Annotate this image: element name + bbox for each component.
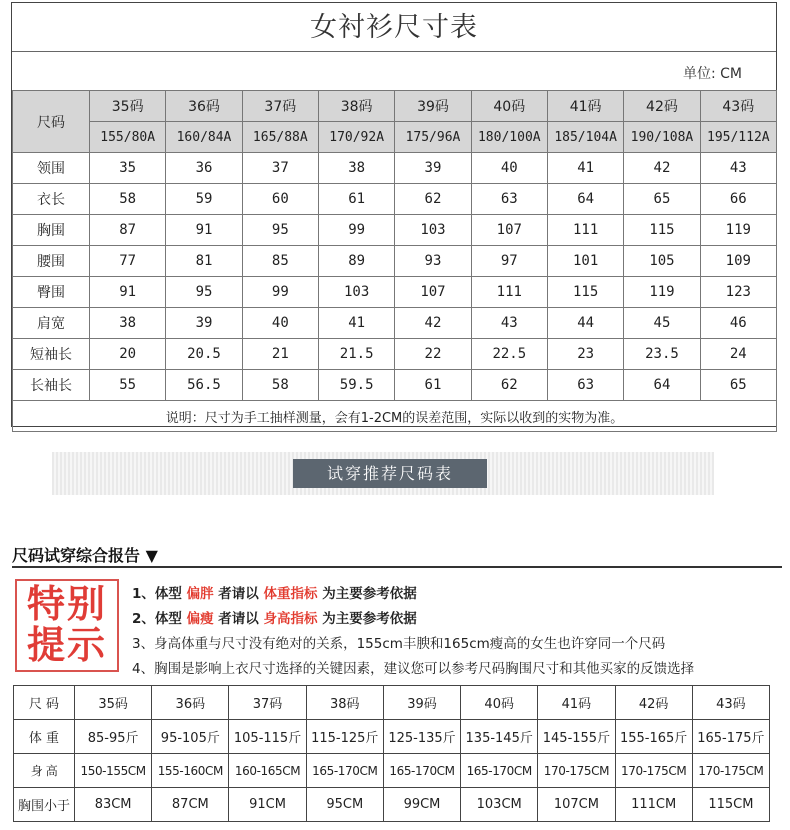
size-header: 42码	[624, 91, 700, 122]
fit-row	[14, 788, 770, 822]
fit-cell: 83CM	[75, 788, 152, 822]
table-cell: 91	[166, 215, 242, 246]
fit-cell: 36码	[152, 686, 229, 720]
table-row	[13, 370, 777, 401]
table-cell: 23	[547, 339, 623, 370]
table-cell: 43	[471, 308, 547, 339]
table-cell: 39	[395, 153, 471, 184]
table-cell: 95	[242, 215, 318, 246]
table-cell: 38	[318, 153, 394, 184]
table-cell: 44	[547, 308, 623, 339]
notice-line-1: 特别	[26, 582, 107, 626]
fit-cell: 115-125斤	[306, 720, 383, 754]
fit-cell: 43码	[692, 686, 769, 720]
row-label: 衣长	[13, 184, 90, 215]
tip-4: 4、胸围是影响上衣尺寸选择的关键因素，建议您可以参考尺码胸围尺寸和其他买家的反馈选择	[132, 661, 695, 677]
table-cell: 35	[90, 153, 166, 184]
table-cell: 123	[700, 277, 776, 308]
table-cell: 45	[624, 308, 700, 339]
table-cell: 22	[395, 339, 471, 370]
table-row	[13, 184, 777, 215]
table-cell: 43	[700, 153, 776, 184]
fit-row-label: 胸围小于	[14, 788, 75, 822]
corner-label: 尺码	[13, 91, 90, 153]
fit-row-label: 体 重	[14, 720, 75, 754]
chart-note: 说明：尺寸为手工抽样测量，会有1-2CM的误差范围，实际以收到的实物为准。	[13, 401, 777, 432]
spec-header: 155/80A	[90, 122, 166, 153]
spec-header: 190/108A	[624, 122, 700, 153]
spec-header: 165/88A	[242, 122, 318, 153]
table-cell: 119	[624, 277, 700, 308]
row-label: 肩宽	[13, 308, 90, 339]
banner-label: 试穿推荐尺码表	[293, 459, 487, 488]
size-header: 37码	[242, 91, 318, 122]
table-cell: 41	[318, 308, 394, 339]
table-cell: 97	[471, 246, 547, 277]
fit-cell: 135-145斤	[461, 720, 538, 754]
report-divider	[12, 566, 782, 568]
table-cell: 63	[471, 184, 547, 215]
fit-cell: 170-175CM	[692, 754, 769, 788]
fit-cell: 125-135斤	[383, 720, 460, 754]
fit-cell: 37码	[229, 686, 306, 720]
table-cell: 42	[395, 308, 471, 339]
fit-cell: 91CM	[229, 788, 306, 822]
table-cell: 91	[90, 277, 166, 308]
fit-cell: 150-155CM	[75, 754, 152, 788]
table-cell: 36	[166, 153, 242, 184]
fit-cell: 107CM	[538, 788, 615, 822]
report-title: 尺码试穿综合报告 ▼	[12, 546, 158, 565]
table-cell: 58	[90, 184, 166, 215]
table-cell: 56.5	[166, 370, 242, 401]
table-cell: 62	[395, 184, 471, 215]
table-cell: 40	[471, 153, 547, 184]
fit-row	[14, 720, 770, 754]
table-cell: 119	[700, 215, 776, 246]
table-row	[13, 277, 777, 308]
spec-header: 195/112A	[700, 122, 776, 153]
tip-3: 3、身高体重与尺寸没有绝对的关系，155cm丰腴和165cm瘦高的女生也许穿同一个尺码	[132, 636, 666, 652]
table-cell: 20.5	[166, 339, 242, 370]
spec-header: 160/84A	[166, 122, 242, 153]
recommend-banner	[52, 452, 714, 495]
size-header: 40码	[471, 91, 547, 122]
table-cell: 58	[242, 370, 318, 401]
row-label: 长袖长	[13, 370, 90, 401]
fit-cell: 145-155斤	[538, 720, 615, 754]
fit-cell: 115CM	[692, 788, 769, 822]
table-cell: 42	[624, 153, 700, 184]
size-header: 41码	[547, 91, 623, 122]
fit-cell: 42码	[615, 686, 692, 720]
unit-label: 单位: CM	[682, 66, 742, 82]
table-cell: 61	[395, 370, 471, 401]
size-header: 43码	[700, 91, 776, 122]
table-cell: 93	[395, 246, 471, 277]
row-label: 腰围	[13, 246, 90, 277]
fit-cell: 165-170CM	[383, 754, 460, 788]
table-cell: 64	[547, 184, 623, 215]
table-cell: 111	[471, 277, 547, 308]
table-cell: 111	[547, 215, 623, 246]
table-cell: 66	[700, 184, 776, 215]
table-cell: 24	[700, 339, 776, 370]
size-header: 35码	[90, 91, 166, 122]
table-cell: 22.5	[471, 339, 547, 370]
table-cell: 41	[547, 153, 623, 184]
size-chart	[11, 2, 777, 427]
table-row	[13, 308, 777, 339]
chart-title: 女衬衫尺寸表	[12, 3, 776, 52]
table-cell: 59	[166, 184, 242, 215]
table-cell: 105	[624, 246, 700, 277]
table-cell: 115	[624, 215, 700, 246]
fit-cell: 39码	[383, 686, 460, 720]
table-cell: 46	[700, 308, 776, 339]
table-cell: 59.5	[318, 370, 394, 401]
fit-cell: 155-165斤	[615, 720, 692, 754]
table-cell: 107	[395, 277, 471, 308]
table-cell: 63	[547, 370, 623, 401]
fit-cell: 111CM	[615, 788, 692, 822]
table-cell: 103	[318, 277, 394, 308]
fit-row	[14, 754, 770, 788]
fit-cell: 160-165CM	[229, 754, 306, 788]
table-cell: 99	[242, 277, 318, 308]
fit-cell: 170-175CM	[538, 754, 615, 788]
special-notice-badge	[15, 579, 119, 672]
table-cell: 55	[90, 370, 166, 401]
spec-header: 180/100A	[471, 122, 547, 153]
tip-2: 2、体型 偏瘦 者请以 身高指标 为主要参考依据	[132, 611, 417, 627]
fit-cell: 170-175CM	[615, 754, 692, 788]
fit-cell: 95-105斤	[152, 720, 229, 754]
fit-cell: 103CM	[461, 788, 538, 822]
table-cell: 21	[242, 339, 318, 370]
row-label: 领围	[13, 153, 90, 184]
table-cell: 37	[242, 153, 318, 184]
size-header: 39码	[395, 91, 471, 122]
size-table	[12, 90, 777, 432]
fit-cell: 41码	[538, 686, 615, 720]
fit-cell: 155-160CM	[152, 754, 229, 788]
fit-row	[14, 686, 770, 720]
row-label: 短袖长	[13, 339, 90, 370]
table-cell: 101	[547, 246, 623, 277]
table-cell: 103	[395, 215, 471, 246]
spec-header: 170/92A	[318, 122, 394, 153]
fit-cell: 95CM	[306, 788, 383, 822]
table-cell: 61	[318, 184, 394, 215]
table-cell: 20	[90, 339, 166, 370]
size-header: 36码	[166, 91, 242, 122]
table-cell: 38	[90, 308, 166, 339]
fit-cell: 165-170CM	[461, 754, 538, 788]
fit-cell: 85-95斤	[75, 720, 152, 754]
fit-cell: 165-175斤	[692, 720, 769, 754]
notice-line-2: 提示	[26, 623, 107, 667]
table-cell: 109	[700, 246, 776, 277]
fit-cell: 35码	[75, 686, 152, 720]
row-label: 胸围	[13, 215, 90, 246]
table-cell: 89	[318, 246, 394, 277]
table-cell: 40	[242, 308, 318, 339]
table-cell: 62	[471, 370, 547, 401]
spec-header: 185/104A	[547, 122, 623, 153]
fit-cell: 165-170CM	[306, 754, 383, 788]
table-cell: 21.5	[318, 339, 394, 370]
table-cell: 99	[318, 215, 394, 246]
tip-1: 1、体型 偏胖 者请以 体重指标 为主要参考依据	[132, 586, 417, 602]
fit-cell: 99CM	[383, 788, 460, 822]
table-cell: 115	[547, 277, 623, 308]
table-cell: 60	[242, 184, 318, 215]
table-row	[13, 339, 777, 370]
fit-row-label: 身 高	[14, 754, 75, 788]
table-cell: 65	[700, 370, 776, 401]
fit-cell: 40码	[461, 686, 538, 720]
fit-table	[13, 685, 770, 822]
table-row	[13, 153, 777, 184]
table-cell: 65	[624, 184, 700, 215]
table-row	[13, 215, 777, 246]
table-cell: 77	[90, 246, 166, 277]
fit-cell: 105-115斤	[229, 720, 306, 754]
table-cell: 95	[166, 277, 242, 308]
table-cell: 23.5	[624, 339, 700, 370]
table-cell: 87	[90, 215, 166, 246]
table-cell: 39	[166, 308, 242, 339]
row-label: 臀围	[13, 277, 90, 308]
table-row	[13, 246, 777, 277]
size-header: 38码	[318, 91, 394, 122]
table-cell: 85	[242, 246, 318, 277]
fit-cell: 38码	[306, 686, 383, 720]
fit-cell: 87CM	[152, 788, 229, 822]
spec-header: 175/96A	[395, 122, 471, 153]
table-cell: 81	[166, 246, 242, 277]
table-cell: 64	[624, 370, 700, 401]
table-cell: 107	[471, 215, 547, 246]
fit-row-label: 尺 码	[14, 686, 75, 720]
